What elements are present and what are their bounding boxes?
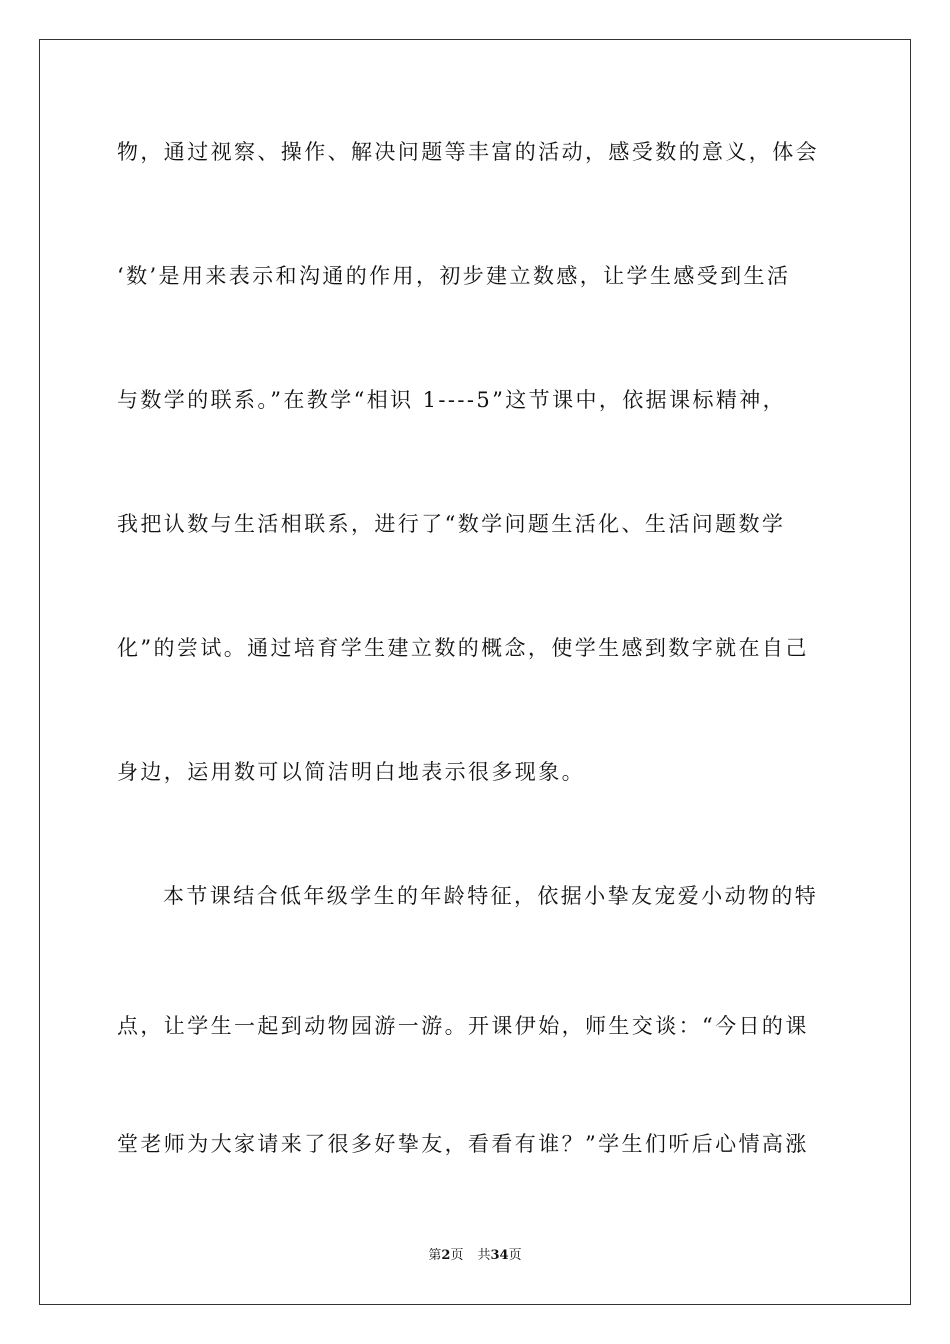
page-suffix: 页 (450, 1248, 464, 1263)
body-text-line-8: 点，让学生一起到动物园游一游。开课伊始，师生交谈：“今日的课 (117, 1014, 809, 1038)
total-suffix: 页 (508, 1248, 522, 1263)
total-prefix: 共 (477, 1248, 491, 1263)
page-number: 2 (441, 1248, 451, 1263)
body-text-line-1: 物，通过视察、操作、解决问题等丰富的活动，感受数的意义，体会 (117, 140, 819, 164)
page-border (39, 39, 911, 1305)
body-text-line-5: 化”的尝试。通过培育学生建立数的概念，使学生感到数字就在自己 (117, 636, 809, 660)
page-prefix: 第 (428, 1248, 442, 1263)
total-pages: 34 (490, 1248, 509, 1263)
body-text-line-3: 与数学的联系。”在教学“相识 1----5”这节课中，依据课标精神， (117, 388, 787, 412)
body-text-line-4: 我把认数与生活相联系，进行了“数学问题生活化、生活问题数学 (117, 512, 786, 536)
body-text-line-2: ‘数’是用来表示和沟通的作用，初步建立数感，让学生感受到生活 (117, 264, 791, 288)
body-text-line-7: 本节课结合低年级学生的年龄特征，依据小挚友宠爱小动物的特 (163, 884, 819, 908)
page-footer (0, 1247, 950, 1265)
body-text-line-9: 堂老师为大家请来了很多好挚友，看看有谁？”学生们听后心情高涨 (117, 1132, 809, 1156)
body-text-line-6: 身边，运用数可以简洁明白地表示很多现象。 (117, 760, 585, 784)
